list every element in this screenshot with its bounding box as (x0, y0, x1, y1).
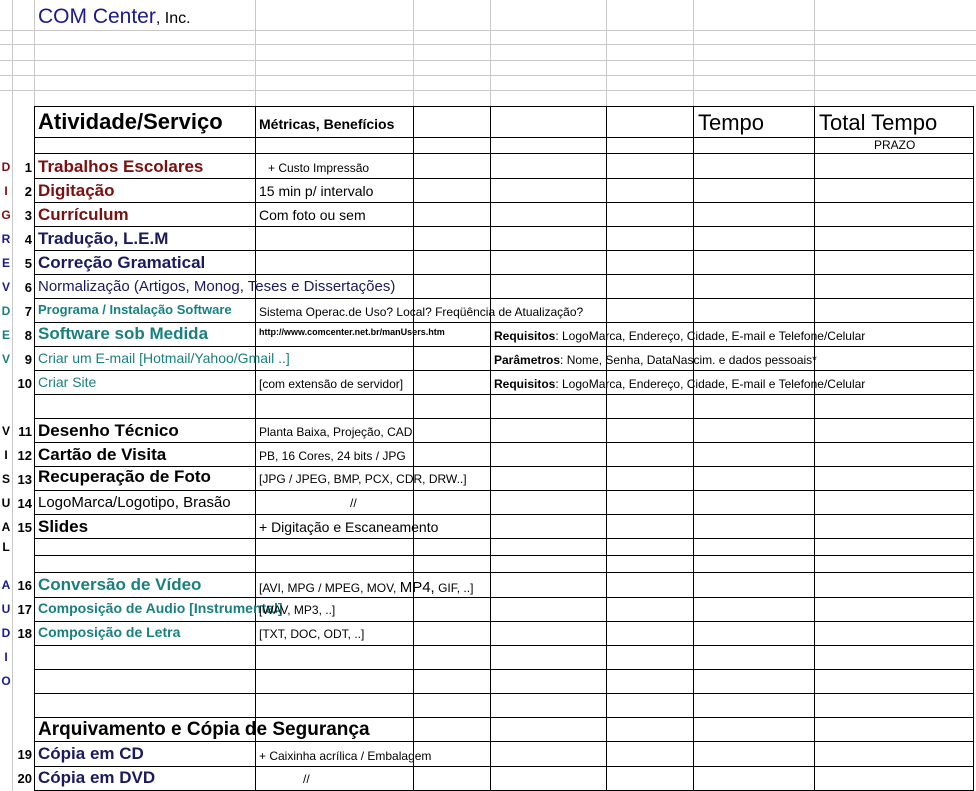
header-prazo: PRAZO (874, 138, 916, 152)
activity-cell: Programa / Instalação Software (38, 302, 232, 317)
row-number: 18 (17, 626, 32, 641)
activity-cell: LogoMarca/Logotipo, Brasão (38, 494, 231, 511)
activity-cell: Cópia em DVD (38, 768, 156, 787)
header-metrics: Métricas, Benefícios (259, 116, 395, 132)
activity-cell: Criar um E-mail [Hotmail/Yahoo/Gmail ..] (38, 350, 290, 366)
row-number: 4 (24, 232, 32, 247)
activity-cell: Trabalhos Escolares (38, 157, 204, 176)
activity-cell: Composição de Letra (38, 624, 181, 640)
row-number: 19 (17, 747, 32, 762)
row-number: 13 (17, 472, 32, 487)
activity-cell: Normalização (Artigos, Monog, Teses e Dissertações) (38, 278, 396, 295)
side-letter: A (1, 520, 11, 534)
row-number: 6 (24, 280, 32, 295)
row-number: 17 (17, 602, 32, 617)
activity-cell: Digitação (38, 181, 115, 200)
side-letter: I (4, 448, 8, 462)
metrics-cell: [JPG / JPEG, BMP, PCX, CDR, DRW..] (259, 472, 467, 486)
row-number: 16 (17, 578, 32, 593)
row-number: 1 (24, 160, 32, 175)
row-number: 9 (24, 352, 32, 367)
metrics-cell: + Digitação e Escaneamento (259, 519, 439, 535)
metrics-cell: [AVI, MPG / MPEG, MOV, MP4, GIF, ..] (259, 579, 474, 596)
side-letter: E (1, 328, 10, 342)
side-letter: E (1, 256, 10, 270)
row-number: 2 (24, 184, 32, 199)
activity-cell: Composição de Audio [Instrumental] (38, 600, 283, 616)
activity-cell: Desenho Técnico (38, 421, 179, 440)
activity-cell: Tradução, L.E.M (38, 229, 169, 248)
header-activity: Atividade/Serviço (38, 109, 223, 134)
side-letter: O (1, 674, 11, 688)
row-number: 11 (18, 424, 32, 439)
side-letter: I (4, 650, 8, 664)
side-letter: V (1, 424, 10, 438)
activity-cell: Cartão de Visita (38, 445, 167, 464)
side-letter: V (1, 352, 10, 366)
header-total-tempo: Total Tempo (819, 110, 938, 135)
metrics-cell: 15 min p/ intervalo (259, 183, 374, 199)
side-letter: D (1, 160, 11, 174)
activity-cell: Recuperação de Foto (38, 467, 211, 486)
side-letter: V (1, 280, 10, 294)
row-number: 12 (17, 448, 32, 463)
row-number: 8 (24, 328, 32, 343)
row-number: 7 (24, 304, 32, 319)
activity-cell: Criar Site (38, 374, 97, 390)
metrics-cell: Com foto ou sem (259, 207, 366, 223)
parameters-cell: Parâmetros: Nome, Senha, DataNascim. e dados pessoais* (494, 353, 817, 367)
metrics-cell: Planta Baixa, Projeção, CAD (259, 425, 413, 439)
side-letter: A (1, 578, 11, 592)
metrics-cell: PB, 16 Cores, 24 bits / JPG (259, 449, 406, 463)
metrics-cell: [com extensão de servidor] (259, 377, 404, 391)
side-letter: S (1, 472, 10, 486)
activity-cell: Currículum (38, 205, 129, 224)
row-number: 3 (24, 208, 32, 223)
side-letter: I (4, 184, 8, 198)
metrics-cell: [WAV, MP3, ..] (259, 603, 336, 617)
metrics-cell: + Custo Impressão (268, 161, 370, 175)
row-number: 20 (17, 771, 32, 786)
side-letter: U (1, 496, 11, 510)
activity-cell: Conversão de Vídeo (38, 575, 202, 594)
requirements-cell: Requisitos: LogoMarca, Endereço, Cidade, E-mail e Telefone/Celular (494, 377, 866, 391)
requirements-cell: Requisitos: LogoMarca, Endereço, Cidade, E-mail e Telefone/Celular (494, 329, 866, 343)
side-letter: D (1, 304, 11, 318)
side-letter: G (1, 208, 11, 222)
metrics-cell: [TXT, DOC, ODT, ..] (259, 627, 365, 641)
row-number: 10 (17, 376, 32, 391)
company-name: COM Center, Inc. (38, 5, 191, 28)
section-archive: Arquivamento e Cópia de Segurança (38, 719, 370, 740)
activity-cell: Slides (38, 517, 89, 536)
row-number: 14 (17, 496, 32, 511)
side-letter: R (1, 232, 11, 246)
activity-cell: Cópia em CD (38, 744, 144, 763)
side-letter: L (2, 540, 10, 554)
row-number: 15 (17, 520, 32, 535)
row-number: 5 (24, 256, 32, 271)
metrics-cell: + Caixinha acrílica / Embalagem (259, 749, 432, 763)
side-letter: U (1, 602, 11, 616)
metrics-cell: // (350, 496, 357, 510)
activity-cell: Correção Gramatical (38, 253, 206, 272)
activity-cell: Software sob Medida (38, 324, 209, 343)
metrics-cell: // (303, 772, 310, 786)
side-letter: D (1, 626, 11, 640)
header-tempo: Tempo (698, 110, 765, 135)
metrics-cell: Sistema Operac.de Uso? Local? Freqüência de Atualização? (259, 305, 584, 319)
metrics-link[interactable]: http://www.comcenter.net.br/manUsers.htm (259, 327, 445, 337)
